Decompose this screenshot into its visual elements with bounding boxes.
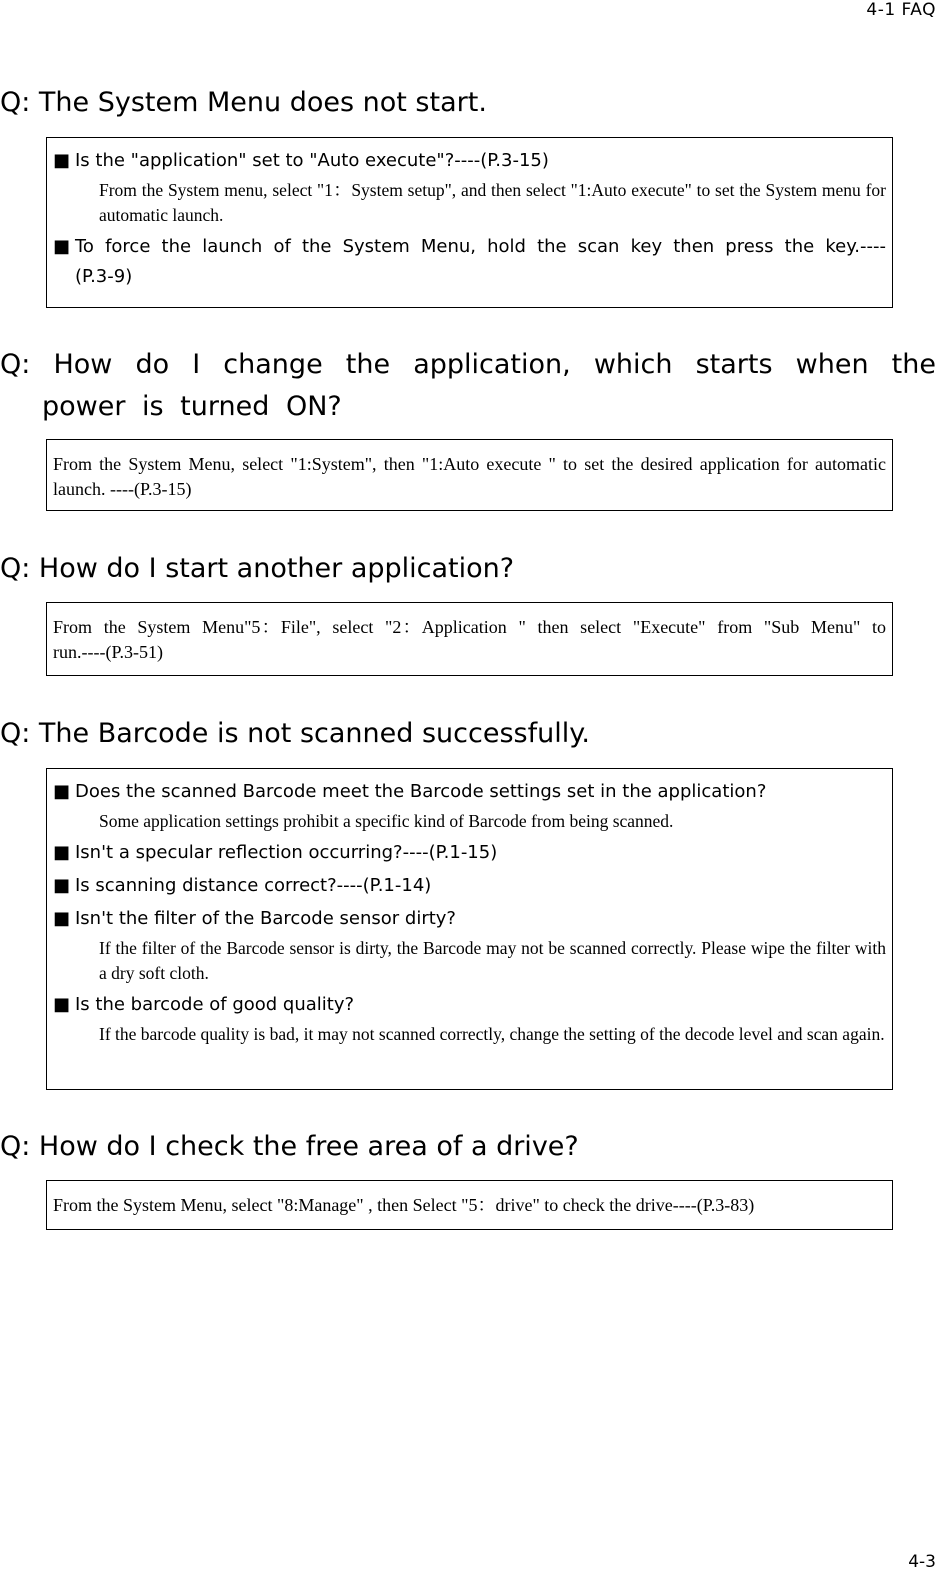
- faq-answer-text: From the System Menu, select "8:Manage" , then Select "5：drive" to check the drive----(P.3-83): [53, 1195, 755, 1215]
- faq-bullet: [53, 146, 886, 176]
- square-bullet-icon: ■: [53, 875, 71, 896]
- square-bullet-icon: ■: [53, 781, 71, 802]
- faq-bullet: [53, 904, 886, 934]
- faq-question-start-another-application: Q: How do I start another application?: [0, 553, 515, 584]
- faq-question-startup-application: Q: How do I change the application, which starts when the power is turned ON?: [0, 349, 936, 422]
- faq-bullet-detail: If the filter of the Barcode sensor is dirty, the Barcode may not be scanned correctly. Please wipe the filter with a dry soft cloth.: [99, 938, 886, 983]
- page-number: 4-3: [908, 1552, 936, 1572]
- faq-bullet: [53, 990, 886, 1020]
- square-bullet-icon: ■: [53, 994, 71, 1015]
- square-bullet-icon: ■: [53, 236, 71, 257]
- faq-bullet-text: Is the "application" set to "Auto execute"?----(P.3-15): [75, 150, 549, 171]
- square-bullet-icon: ■: [53, 842, 71, 863]
- faq-bullet: [53, 871, 886, 901]
- faq-answer-text: From the System Menu, select "1:System", then "1:Auto execute " to set the desired application for automatic launch. ----(P.3-15): [53, 454, 886, 499]
- faq-answer-box-drive-free-area: [46, 1180, 893, 1230]
- faq-answer-box-startup-application: [46, 439, 893, 511]
- faq-answer-box-start-another-application: [46, 602, 893, 676]
- section-header: 4-1 FAQ: [866, 0, 936, 20]
- faq-bullet-text: To force the launch of the System Menu, hold the scan key then press the key.----(P.3-9): [75, 236, 886, 287]
- faq-question-barcode-not-scanned: Q: The Barcode is not scanned successfully.: [0, 718, 590, 749]
- faq-bullet-text: Is scanning distance correct?----(P.1-14): [75, 875, 432, 896]
- faq-answer-box-system-menu: [46, 137, 893, 308]
- faq-bullet-detail: From the System menu, select "1：System setup", and then select "1:Auto execute" to set the System menu for automatic launch.: [99, 180, 886, 225]
- faq-bullet-text: Isn't the filter of the Barcode sensor dirty?: [75, 908, 456, 929]
- square-bullet-icon: ■: [53, 150, 71, 171]
- faq-bullet: [53, 777, 886, 807]
- faq-bullet-text: Is the barcode of good quality?: [75, 994, 355, 1015]
- faq-answer-box-barcode-not-scanned: [46, 768, 893, 1090]
- faq-bullet: [53, 838, 886, 868]
- faq-bullet-text: Does the scanned Barcode meet the Barcode settings set in the application?: [75, 781, 767, 802]
- faq-bullet-detail: If the barcode quality is bad, it may not scanned correctly, change the setting of the decode level and scan again.: [99, 1024, 885, 1044]
- faq-bullet-detail: Some application settings prohibit a specific kind of Barcode from being scanned.: [99, 811, 674, 831]
- faq-bullet: [53, 232, 886, 292]
- faq-question-system-menu: Q: The System Menu does not start.: [0, 87, 487, 118]
- faq-question-drive-free-area: Q: How do I check the free area of a drive?: [0, 1131, 579, 1162]
- square-bullet-icon: ■: [53, 908, 71, 929]
- faq-bullet-text: Isn't a specular reflection occurring?----(P.1-15): [75, 842, 498, 863]
- faq-answer-text: From the System Menu"5：File", select "2：Application " then select "Execute" from "Sub Menu" to run.----(P.3-51): [53, 617, 886, 662]
